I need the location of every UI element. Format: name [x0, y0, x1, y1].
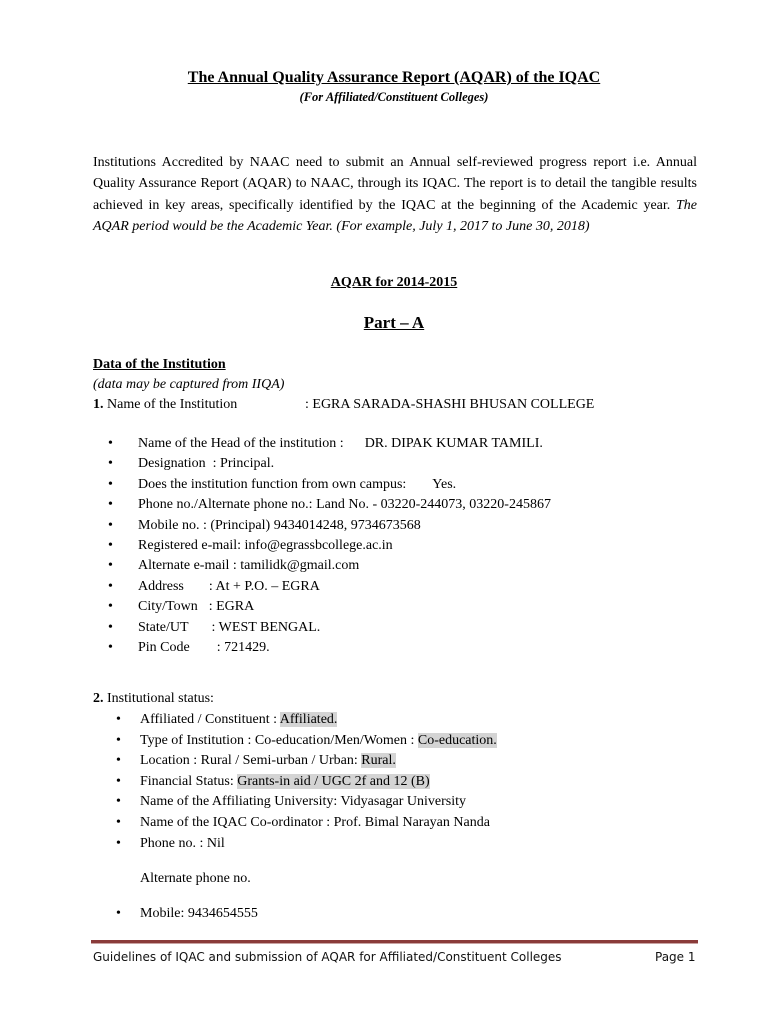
detail-value: Yes.: [432, 476, 457, 492]
detail-label: Mobile no. : (Principal) 9434014248, 9734673568: [138, 517, 421, 533]
status-label: Institutional status:: [103, 691, 214, 706]
page-number: Page 1: [655, 950, 696, 964]
status-item-label: Name of the IQAC Co-ordinator : Prof. Bimal Narayan Nanda: [140, 814, 490, 830]
detail-label: Phone no./Alternate phone no.: Land No. - 03220-244073, 03220-245867: [138, 497, 551, 513]
list-item: [108, 597, 551, 617]
document-subtitle: (For Affiliated/Constituent Colleges): [299, 90, 489, 104]
status-item-label: Affiliated / Constituent :: [140, 712, 280, 727]
list-item: [108, 577, 551, 597]
institutional-status-heading: [93, 691, 214, 707]
detail-label: Registered e-mail: info@egrassbcollege.ac.in: [138, 537, 393, 553]
footer-divider: [91, 940, 698, 944]
list-item: [108, 638, 551, 658]
detail-label: Designation: [138, 456, 206, 472]
status-item-value: Grants-in aid / UGC 2f and 12 (B): [237, 773, 430, 789]
institution-name-row: [93, 397, 595, 413]
list-item: [116, 834, 497, 855]
institution-name-label: Name of the Institution: [103, 397, 238, 412]
list-item: [116, 731, 497, 752]
detail-value: : WEST BENGAL.: [211, 619, 321, 635]
intro-paragraph: [93, 152, 697, 237]
detail-label: Alternate e-mail : tamilidk@gmail.com: [138, 558, 360, 574]
list-item: [108, 434, 551, 454]
list-item: • Mobile: 9434654555: [116, 904, 258, 924]
status-item-label: Location : Rural / Semi-urban / Urban:: [140, 753, 362, 769]
intro-text: Institutions Accredited by NAAC need to submit an Annual self-reviewed progress report i.e. Annual Quality Assurance Report (AQAR) to NAAC, through its IQAC. The report is to detail the tangible results achieved in key areas, specifically identified by the IQAC at the beginning of the Academic year.: [93, 155, 697, 213]
detail-label: Name of the Head of the institution :: [138, 436, 344, 451]
detail-label: Pin Code: [138, 639, 190, 655]
detail-value: DR. DIPAK KUMAR TAMILI.: [364, 436, 543, 451]
list-item: [116, 710, 497, 731]
detail-value: : EGRA: [208, 599, 255, 615]
alternate-phone-label: Alternate phone no.: [140, 871, 251, 886]
status-item-value: Rural.: [361, 753, 396, 769]
list-item: [108, 556, 551, 576]
detail-label: State/UT: [138, 619, 189, 635]
document-title: The Annual Quality Assurance Report (AQAR) of the IQAC: [187, 69, 601, 86]
list-item: [108, 536, 551, 556]
list-item: [116, 792, 497, 813]
list-item: [108, 475, 551, 495]
footer-text: Guidelines of IQAC and submission of AQAR for Affiliated/Constituent Colleges: [93, 950, 562, 964]
item-number: 1.: [93, 397, 104, 412]
intro-italic-text: The AQAR period would be the Academic Year. (For example, July 1, 2017 to June 30, 2018): [93, 197, 697, 234]
list-item: [108, 618, 551, 638]
detail-label: City/Town: [138, 599, 198, 615]
list-item: [108, 516, 551, 536]
status-item-label: Financial Status:: [140, 773, 238, 789]
data-section-note: (data may be captured from IIQA): [93, 377, 285, 392]
status-item-value: Co-education.: [417, 732, 497, 748]
status-item-label: Type of Institution : Co-education/Men/Women :: [140, 732, 418, 748]
institution-details-list: [108, 434, 551, 658]
list-item: [116, 772, 497, 793]
item-number: 2.: [93, 691, 104, 706]
list-item: [116, 813, 497, 834]
data-section-heading: Data of the Institution: [93, 357, 226, 372]
status-item-value: Affiliated.: [279, 712, 338, 727]
institution-name-value: : EGRA SARADA-SHASHI BHUSAN COLLEGE: [305, 397, 595, 412]
list-item: [108, 454, 551, 474]
detail-label: Address: [138, 578, 184, 594]
list-item: [116, 751, 497, 772]
detail-label: Does the institution function from own campus:: [138, 476, 407, 492]
status-item-label: Name of the Affiliating University: Vidyasagar University: [140, 794, 467, 810]
aqar-year-heading: AQAR for 2014-2015: [330, 275, 458, 290]
detail-value: : Principal.: [212, 456, 275, 472]
status-item-label: Phone no. : Nil: [140, 835, 225, 851]
list-item: [108, 495, 551, 515]
mobile-list: [116, 904, 258, 924]
detail-value: : At + P.O. – EGRA: [208, 578, 320, 594]
part-a-heading: Part – A: [363, 313, 425, 332]
institutional-status-list: [116, 710, 497, 854]
detail-value: : 721429.: [216, 639, 270, 655]
